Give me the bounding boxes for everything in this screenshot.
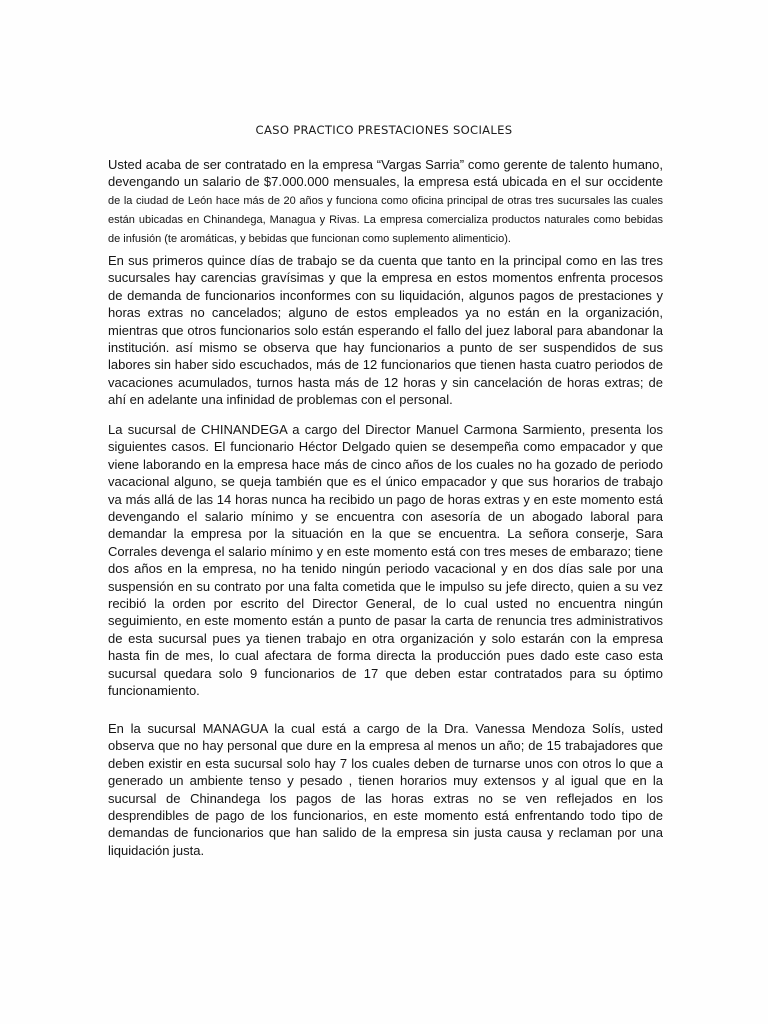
document-title: CASO PRACTICO PRESTACIONES SOCIALES [255,123,513,137]
paragraph-chinandega: La sucursal de CHINANDEGA a cargo del Director Manuel Carmona Sarmiento, presenta los siguientes casos. El funcionario Héctor Delgado quien se desempeña como empacador y que viene laborando en la empresa hace más de cinco años de los cuales no ha gozado de periodo vacacional alguno, se queja también que es el único empacador y que sus horarios de trabajo va más allá de las 14 horas nunca ha recibido un pago de horas extras y en este momento está devengando el salario mínimo y se encuentra con asesoría de un abogado laboral para demandar la empresa por la situación en la que se encuentra. La señora conserje, Sara Corrales devenga el salario mínimo y en este momento está con tres meses de embarazo; tiene dos años en la empresa, no ha tenido ningún periodo vacacional y en dos días sale por una suspensión en su contrato por una falta cometida que le impulso su jefe directo, quien a su vez recibió la orden por escrito del Director General, de lo cual usted no encuentra ningún seguimiento, en este momento están a punto de pasar la carta de renuncia tres administrativos de esta sucursal pues ya tienen trabajo en otra organización y solo estarán con la empresa hasta fin de mes, lo cual afectara de forma directa la producción pues dado este caso esta sucursal quedara solo 9 funcionarios de 17 que deben estar contratados para su óptimo funcionamiento. [108,422,663,699]
paragraph-problems: En sus primeros quince días de trabajo se da cuenta que tanto en la principal como en las tres sucursales hay carencias gravísimas y que la empresa en estos momentos enfrenta procesos de demanda de funcionarios inconformes con su liquidación, algunos pagos de prestaciones y horas extras no cancelados; alguno de estos empleados ya no están en la organización, mientras que otros funcionarios solo están esperando el fallo del juez laboral para abandonar la institución. así mismo se observa que hay funcionarios a punto de ser suspendidos de sus labores sin haber sido escuchados, más de 12 funcionarios que tienen hasta cuatro periodos de vacaciones acumulados, turnos hasta más de 12 horas y sin cancelación de horas extras; de ahí en adelante una infinidad de problemas con el personal. [108,253,663,408]
paragraph-intro-lead: Usted acaba de ser contratado en la empresa “Vargas Sarria” como gerente de talento humano, devengando un salario de $7.000.000 mensuales, la empresa está ubicada en el sur occidente [108,157,663,190]
paragraph-managua: En la sucursal MANAGUA la cual está a cargo de la Dra. Vanessa Mendoza Solís, usted observa que no hay personal que dure en la empresa al menos un año; de 15 trabajadores que deben existir en esta sucursal solo hay 7 los cuales deben de turnarse unos con otros lo que a generado un ambiente tenso y pesado , tienen horarios muy extensos y al igual que en la sucursal de Chinandega los pagos de las horas extras no se ven reflejados en los desprendibles de pago de los funcionarios, en este momento está enfrentando todo tipo de demandas de funcionarios que han salido de la empresa sin justa causa y reclaman por una liquidación justa. [108,721,663,858]
paragraph-intro-rest: de la ciudad de León hace más de 20 años y funciona como oficina principal de otras tres sucursales las cuales están ubicadas en Chinandega, Managua y Rivas. La empresa comercializa productos naturales como bebidas de infusión (te aromáticas, y bebidas que funcionan como suplemento alimenticio). [108,194,663,246]
paragraph-intro [108,156,663,248]
